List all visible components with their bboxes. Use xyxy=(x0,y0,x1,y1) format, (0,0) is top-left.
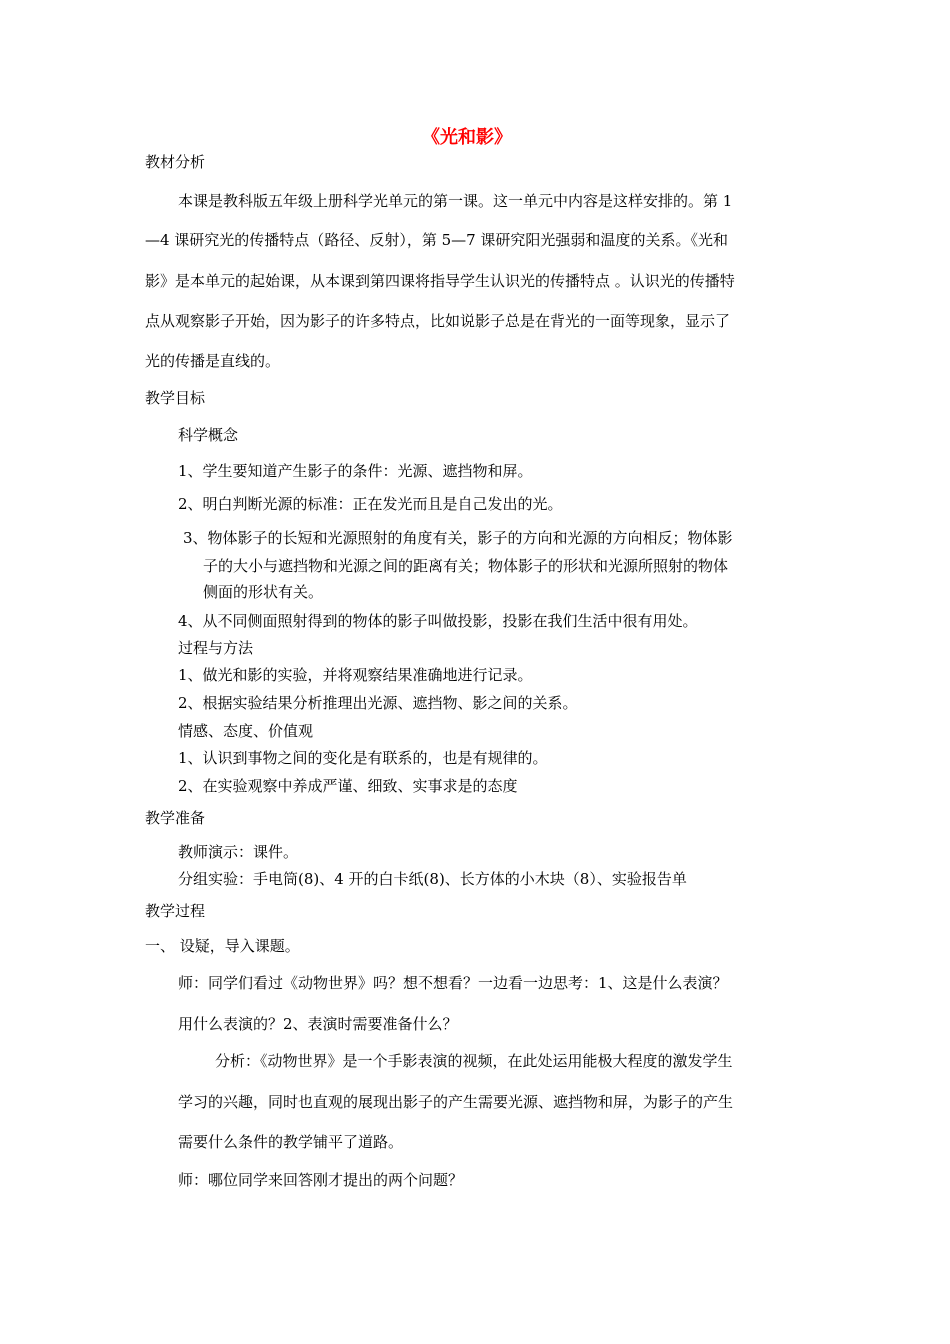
subheading-science-concepts: 科学概念 xyxy=(178,426,239,444)
paragraph-line: 分组实验：手电筒(8)、4 开的白卡纸(8)、长方体的小木块（8）、实验报告单 xyxy=(178,870,687,888)
list-item: 2、明白判断光源的标准：正在发光而且是自己发出的光。 xyxy=(178,495,563,513)
subheading-attitudes: 情感、态度、价值观 xyxy=(178,722,314,740)
paragraph-line: 本课是教科版五年级上册科学光单元的第一课。这一单元中内容是这样安排的。第 1 xyxy=(178,192,733,210)
paragraph-line: 师：同学们看过《动物世界》吗？想不想看？一边看一边思考：1、这是什么表演？ xyxy=(178,974,728,992)
section-heading-textbook-analysis: 教材分析 xyxy=(145,153,206,171)
step-heading: 一、 设疑，导入课题。 xyxy=(145,937,300,955)
paragraph-line: 分析：《动物世界》是一个手影表演的视频，在此处运用能极大程度的激发学生 xyxy=(215,1052,733,1070)
paragraph-line: 教师演示：课件。 xyxy=(178,843,299,861)
paragraph-line: —4 课研究光的传播特点（路径、反射），第 5—7 课研究阳光强弱和温度的关系。《光和 xyxy=(145,231,728,249)
paragraph-line: 光的传播是直线的。 xyxy=(145,352,281,370)
page-title: 《光和影》 xyxy=(422,127,512,148)
subheading-process-method: 过程与方法 xyxy=(178,639,254,657)
section-heading-teaching-goals: 教学目标 xyxy=(145,389,206,407)
list-item-continuation: 子的大小与遮挡物和光源之间的距离有关；物体影子的形状和光源所照射的物体 xyxy=(203,557,729,575)
paragraph-line: 用什么表演的？2、表演时需要准备什么？ xyxy=(178,1015,458,1033)
paragraph-line: 点从观察影子开始，因为影子的许多特点，比如说影子总是在背光的一面等现象，显示了 xyxy=(145,312,731,330)
list-item: 1、学生要知道产生影子的条件：光源、遮挡物和屏。 xyxy=(178,462,533,480)
list-item: 1、做光和影的实验，并将观察结果准确地进行记录。 xyxy=(178,666,533,684)
list-item: 1、认识到事物之间的变化是有联系的，也是有规律的。 xyxy=(178,749,548,767)
paragraph-line: 师：哪位同学来回答刚才提出的两个问题？ xyxy=(178,1171,464,1189)
paragraph-line: 学习的兴趣，同时也直观的展现出影子的产生需要光源、遮挡物和屏，为影子的产生 xyxy=(178,1093,734,1111)
paragraph-line: 影》是本单元的起始课，从本课到第四课将指导学生认识光的传播特点 。认识光的传播特 xyxy=(145,272,735,290)
list-item: 2、根据实验结果分析推理出光源、遮挡物、影之间的关系。 xyxy=(178,694,578,712)
list-item: 3、物体影子的长短和光源照射的角度有关，影子的方向和光源的方向相反；物体影 xyxy=(183,529,733,547)
list-item: 2、在实验观察中养成严谨、细致、实事求是的态度 xyxy=(178,777,518,795)
list-item-continuation: 侧面的形状有关。 xyxy=(203,583,324,601)
section-heading-process: 教学过程 xyxy=(145,902,206,920)
section-heading-preparation: 教学准备 xyxy=(145,809,206,827)
paragraph-line: 需要什么条件的教学铺平了道路。 xyxy=(178,1133,404,1151)
list-item: 4、从不同侧面照射得到的物体的影子叫做投影，投影在我们生活中很有用处。 xyxy=(178,612,698,630)
